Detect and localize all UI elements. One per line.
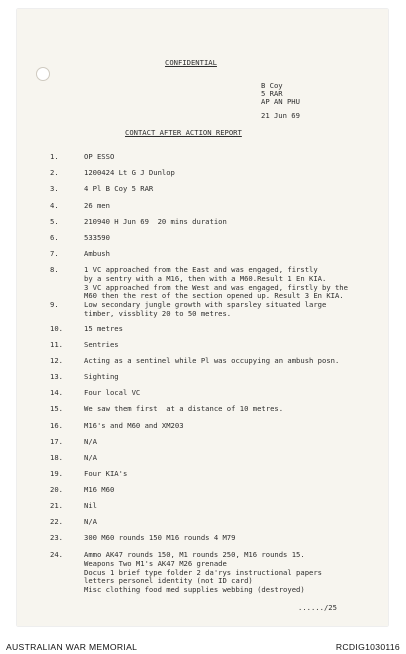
item-text: Four KIA's <box>84 469 128 478</box>
item-number: 9. <box>50 300 59 309</box>
report-date: 21 Jun 69 <box>261 111 300 120</box>
item-text: 210940 H Jun 69 20 mins duration <box>84 217 227 226</box>
document-page <box>17 9 388 626</box>
item-number: 13. <box>50 372 63 381</box>
item-number: 6. <box>50 233 59 242</box>
item-text: 15 metres <box>84 324 123 333</box>
item-text: Sentries <box>84 340 119 349</box>
item-number: 19. <box>50 469 63 478</box>
item-number: 10. <box>50 324 63 333</box>
item-text: Ambush <box>84 249 110 258</box>
unit-line-1: B Coy <box>261 81 283 90</box>
item-number: 5. <box>50 217 59 226</box>
record-id: RCDIG1030116 <box>335 642 400 652</box>
item-text: Low secondary jungle growth with sparsley situated large timber, vissblity 20 to 50 metres. <box>84 300 327 318</box>
item-text: N/A <box>84 517 97 526</box>
item-text: 1 VC approached from the East and was engaged, firstly by a sentry with a M16, then with a M60.Result 1 En KIA. 3 VC approached from the West and was engaged, firstly by the M60 then the rest of the section opened up. Result 3 En KIA. <box>84 265 348 301</box>
item-text: 26 men <box>84 201 110 210</box>
item-text: Acting as a sentinel while Pl was occupying an ambush posn. <box>84 356 340 365</box>
item-number: 23. <box>50 533 63 542</box>
item-number: 1. <box>50 152 59 161</box>
item-text: 4 Pl B Coy 5 RAR <box>84 184 154 193</box>
archive-credit: AUSTRALIAN WAR MEMORIAL <box>6 642 138 652</box>
item-number: 12. <box>50 356 63 365</box>
unit-line-2: 5 RAR <box>261 89 283 98</box>
item-number: 2. <box>50 168 59 177</box>
unit-line-3: AP AN PHU <box>261 97 300 106</box>
item-number: 14. <box>50 388 63 397</box>
continuation-marker: ....../25 <box>298 603 337 612</box>
item-text: N/A <box>84 453 97 462</box>
item-text: M16's and M60 and XM203 <box>84 421 184 430</box>
item-number: 15. <box>50 404 63 413</box>
item-number: 3. <box>50 184 59 193</box>
item-text: We saw them first at a distance of 10 metres. <box>84 404 284 413</box>
item-text: Nil <box>84 501 97 510</box>
item-number: 8. <box>50 265 59 274</box>
item-number: 16. <box>50 421 63 430</box>
item-number: 18. <box>50 453 63 462</box>
item-number: 22. <box>50 517 63 526</box>
item-number: 24. <box>50 550 63 559</box>
report-title: CONTACT AFTER ACTION REPORT <box>125 128 242 137</box>
item-number: 17. <box>50 437 63 446</box>
item-text: N/A <box>84 437 97 446</box>
item-text: Four local VC <box>84 388 141 397</box>
item-text: Ammo AK47 rounds 150, M1 rounds 250, M16 rounds 15. Weapons Two M1's AK47 M26 grenade Docus 1 brief type folder 2 da'rys instructional papers letters personel identity (not ID card) Misc clothing food med supplies webbing (destroyed) <box>84 550 322 595</box>
item-text: 1200424 Lt G J Dunlop <box>84 168 175 177</box>
item-text: Sighting <box>84 372 119 381</box>
item-text: 300 M60 rounds 150 M16 rounds 4 M79 <box>84 533 236 542</box>
item-number: 11. <box>50 340 63 349</box>
classification-heading: CONFIDENTIAL <box>165 58 217 67</box>
item-text: M16 M60 <box>84 485 115 494</box>
item-number: 7. <box>50 249 59 258</box>
item-number: 20. <box>50 485 63 494</box>
item-number: 4. <box>50 201 59 210</box>
item-text: OP ESSO <box>84 152 115 161</box>
item-text: 533590 <box>84 233 110 242</box>
punch-hole <box>36 67 50 81</box>
item-number: 21. <box>50 501 63 510</box>
